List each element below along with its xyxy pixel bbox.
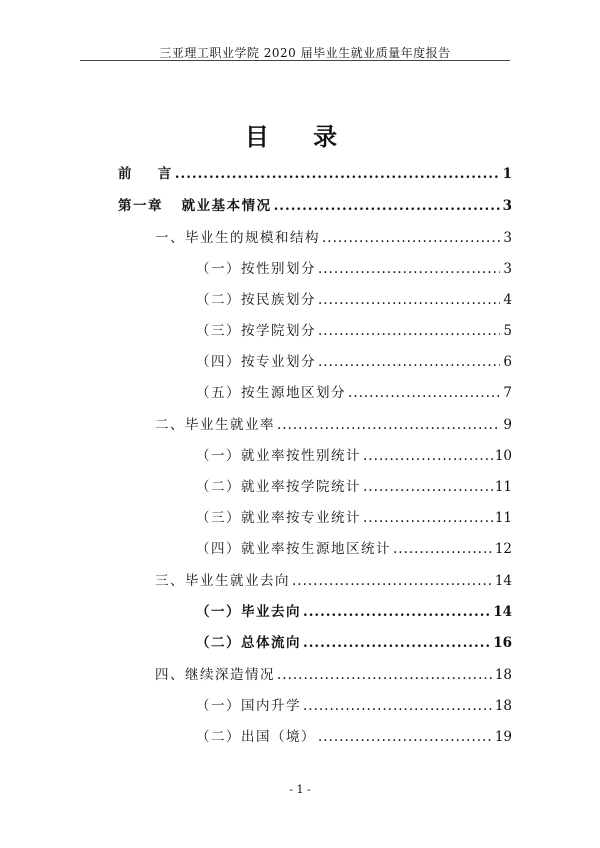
toc-entry-section-4[interactable] — [155, 664, 512, 686]
toc-entry-label: （五）按生源地区划分 — [196, 385, 346, 401]
toc-entry-subsection[interactable] — [196, 507, 512, 529]
toc-leader-dots — [318, 320, 500, 342]
toc-entry-subsection[interactable] — [196, 258, 512, 280]
toc-entry-label: 一、毕业生的规模和结构 — [155, 230, 320, 246]
toc-entry-label: （四）就业率按生源地区统计 — [196, 541, 391, 557]
toc-page-number: 11 — [494, 479, 512, 495]
toc-entry-label: （三）就业率按专业统计 — [196, 510, 361, 526]
toc-page-number: 14 — [493, 604, 512, 620]
toc-entry-label: 四、继续深造情况 — [155, 667, 275, 683]
toc-leader-dots — [277, 664, 493, 686]
toc-entry-subsection[interactable] — [196, 695, 512, 717]
toc-entry-label: （二）出国（境） — [196, 729, 316, 745]
page-number-footer: - 1 - — [289, 783, 311, 796]
toc-entry-chapter-1[interactable] — [118, 195, 512, 217]
toc-page-number: 3 — [502, 198, 512, 214]
toc-entry-label: （二）按民族划分 — [196, 292, 316, 308]
toc-page-number: 14 — [494, 573, 512, 589]
toc-leader-dots — [322, 227, 500, 249]
toc-entry-subsection[interactable] — [196, 538, 512, 560]
toc-leader-dots — [363, 445, 493, 467]
toc-page-number: 3 — [503, 230, 512, 246]
toc-entry-label: （一）毕业去向 — [196, 604, 301, 620]
toc-page-number: 5 — [503, 323, 512, 339]
toc-page-number: 6 — [503, 354, 512, 370]
toc-entry-label: （二）就业率按学院统计 — [196, 479, 361, 495]
toc-entry-section-2[interactable] — [155, 414, 512, 436]
toc-leader-dots — [303, 695, 493, 717]
toc-page-number: 12 — [494, 541, 512, 557]
toc-page-number: 10 — [494, 448, 512, 464]
toc-entry-label: 第一章 就业基本情况 — [118, 198, 272, 214]
toc-entry-subsection[interactable] — [196, 351, 512, 373]
toc-leader-dots — [363, 507, 493, 529]
toc-entry-subsection[interactable] — [196, 632, 512, 654]
toc-title: 目 录 — [244, 122, 356, 151]
toc-entry-label: （一）国内升学 — [196, 698, 301, 714]
toc-entry-section-3[interactable] — [155, 570, 512, 592]
toc-leader-dots — [318, 258, 500, 280]
toc-entry-label: 前 言 — [118, 166, 173, 182]
toc-entry-label: 三、毕业生就业去向 — [155, 573, 290, 589]
toc-entry-subsection[interactable] — [196, 320, 512, 342]
toc-leader-dots — [274, 195, 500, 217]
toc-page-number: 16 — [493, 635, 512, 651]
toc-entry-subsection[interactable] — [196, 289, 512, 311]
toc-entry-subsection[interactable] — [196, 726, 512, 748]
toc-page-number: 19 — [494, 729, 512, 745]
toc-entry-label: （四）按专业划分 — [196, 354, 316, 370]
toc-page-number: 7 — [503, 385, 512, 401]
toc-entry-subsection[interactable] — [196, 382, 512, 404]
toc-leader-dots — [348, 382, 500, 404]
toc-leader-dots — [318, 289, 500, 311]
header-rule — [80, 60, 510, 61]
toc-leader-dots — [292, 570, 493, 592]
toc-entry-subsection[interactable] — [196, 476, 512, 498]
toc-leader-dots — [303, 601, 491, 623]
toc-entry-label: （一）按性别划分 — [196, 261, 316, 277]
toc-entry-label: （二）总体流向 — [196, 635, 301, 651]
toc-page-number: 1 — [502, 166, 512, 182]
toc-leader-dots — [393, 538, 493, 560]
toc-page-number: 4 — [503, 292, 512, 308]
toc-entry-preface[interactable] — [118, 163, 512, 185]
toc-page-number: 18 — [494, 667, 512, 683]
toc-entry-label: （三）按学院划分 — [196, 323, 316, 339]
toc-entry-subsection[interactable] — [196, 601, 512, 623]
running-header: 三亚理工职业学院 2020 届毕业生就业质量年度报告 — [159, 46, 451, 60]
toc-entry-label: 二、毕业生就业率 — [155, 417, 275, 433]
toc-entry-section-1[interactable] — [155, 227, 512, 249]
toc-leader-dots — [175, 163, 500, 185]
toc-leader-dots — [318, 351, 500, 373]
toc-leader-dots — [303, 632, 491, 654]
toc-page-number: 9 — [503, 417, 512, 433]
toc-page-number: 3 — [503, 261, 512, 277]
toc-leader-dots — [318, 726, 493, 748]
toc-page-number: 11 — [494, 510, 512, 526]
toc-leader-dots — [277, 414, 500, 436]
toc-page-number: 18 — [494, 698, 512, 714]
toc-entry-label: （一）就业率按性别统计 — [196, 448, 361, 464]
toc-entry-subsection[interactable] — [196, 445, 512, 467]
toc-leader-dots — [363, 476, 493, 498]
